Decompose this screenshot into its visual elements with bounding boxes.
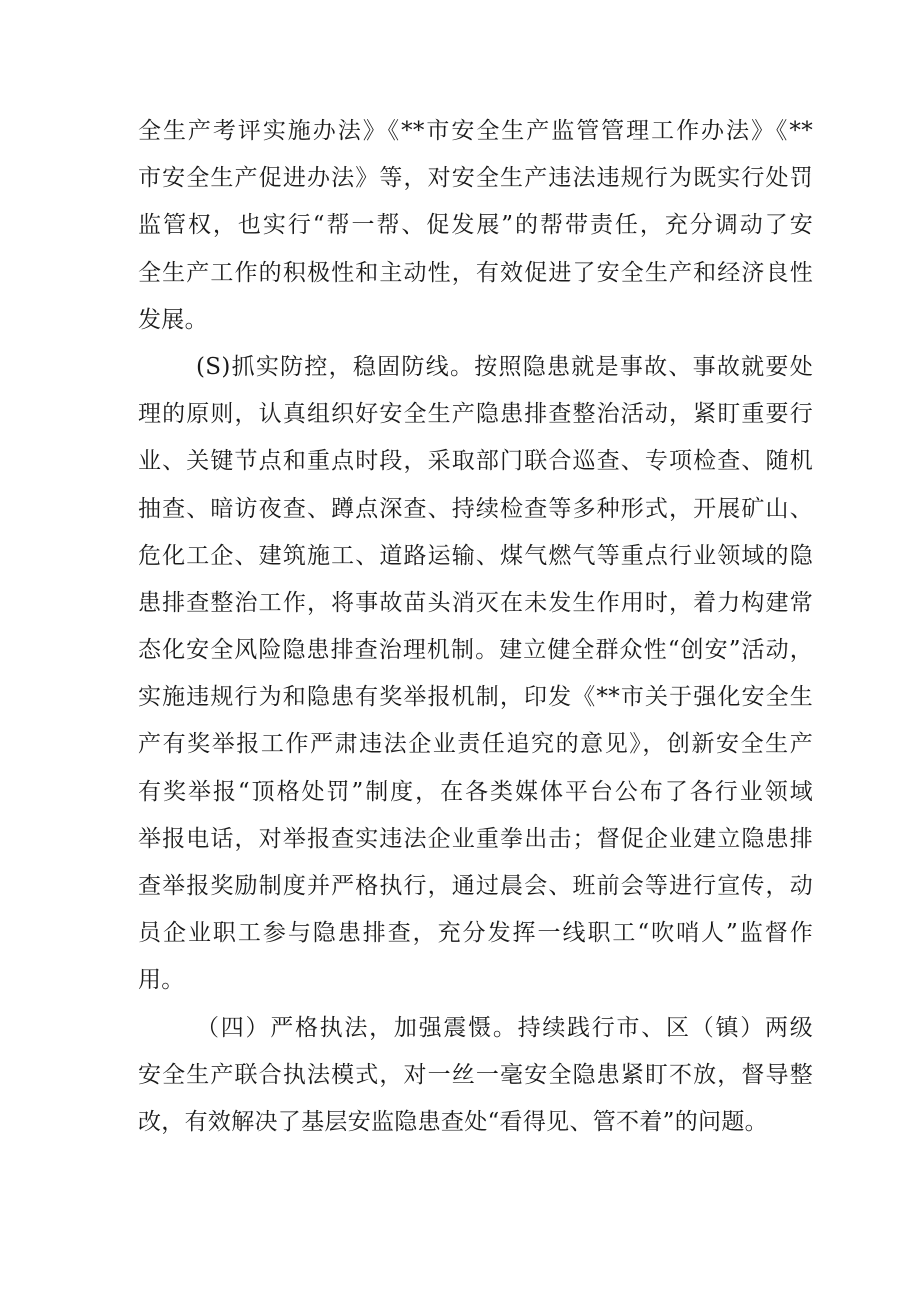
text-line: 市安全生产促进办法》等，对安全生产违法违规行为既实行处罚 [138,165,813,192]
paragraph-strict-enforcement [138,1005,813,1147]
text-line: 抽查、暗访夜查、蹲点深查、持续检查等多种形式，开展矿山、 [138,495,813,522]
text-line: 改，有效解决了基层安监隐患查处“看得见、管不着”的问题。 [138,1108,768,1135]
text-line: 实施违规行为和隐患有奖举报机制，印发《**市关于强化安全生 [138,684,813,711]
text-line: 员企业职工参与隐患排查，充分发挥一线职工“吹哨人”监督作 [138,920,813,947]
text-line: 业、关键节点和重点时段，采取部门联合巡查、专项检查、随机 [138,448,813,475]
text-line: 理的原则，认真组织好安全生产隐患排查整治活动，紧盯重要行 [138,401,813,428]
text-line: 监管权，也实行“帮一帮、促发展”的帮带责任，充分调动了安 [138,212,813,239]
paragraph-regulations [138,108,813,344]
text-line: 发展。 [138,306,208,333]
text-line: （四）严格执法，加强震慑。持续践行市、区（镇）两级 [196,1014,813,1041]
document-body [138,108,813,1146]
paragraph-prevention-control [138,344,813,1005]
text-line: 患排查整治工作，将事故苗头消灭在未发生作用时，着力构建常 [138,589,813,616]
text-line: 全生产工作的积极性和主动性，有效促进了安全生产和经济良性 [138,259,813,286]
text-line: 全生产考评实施办法》《**市安全生产监管管理工作办法》《** [138,118,813,144]
text-line: 用。 [138,967,185,994]
text-line: 产有奖举报工作严肃违法企业责任追究的意见》，创新安全生产 [138,731,813,758]
text-line: 危化工企、建筑施工、道路运输、煤气燃气等重点行业领域的隐 [138,542,813,569]
text-line: 查举报奖励制度并严格执行，通过晨会、班前会等进行宣传，动 [138,873,813,899]
text-line: 举报电话，对举报查实违法企业重拳出击；督促企业建立隐患排 [138,825,813,852]
text-line: 态化安全风险隐患排查治理机制。建立健全群众性“创安”活动， [138,637,813,664]
text-line: (S)抓实防控，稳固防线。按照隐患就是事故、事故就要处 [196,353,813,380]
text-line: 安全生产联合执法模式，对一丝一毫安全隐患紧盯不放，督导整 [138,1061,813,1088]
text-line: 有奖举报“顶格处罚”制度，在各类媒体平台公布了各行业领域 [138,778,813,805]
